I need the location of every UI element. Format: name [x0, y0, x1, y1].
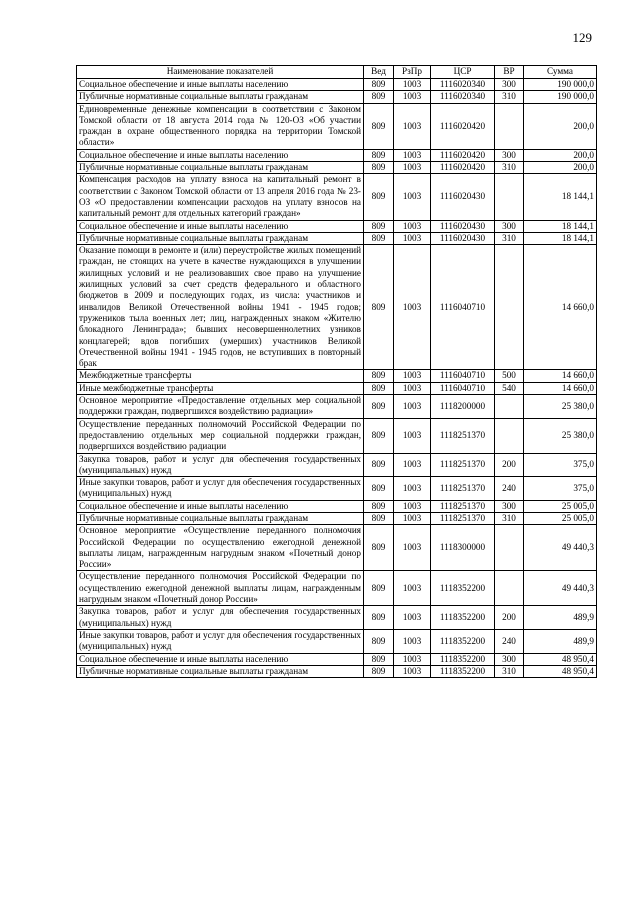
cell-name: Социальное обеспечение и иные выплаты населению [77, 500, 364, 512]
cell-vr: 200 [495, 453, 524, 477]
cell-csr: 1118300000 [431, 525, 495, 571]
cell-ved: 809 [364, 103, 394, 149]
cell-ved: 809 [364, 220, 394, 232]
cell-vr: 310 [495, 665, 524, 677]
header-rzpr: РзПр [394, 66, 431, 79]
cell-rzpr: 1003 [394, 418, 431, 453]
cell-sum: 25 005,0 [524, 512, 597, 524]
cell-rzpr: 1003 [394, 512, 431, 524]
cell-rzpr: 1003 [394, 629, 431, 653]
cell-ved: 809 [364, 665, 394, 677]
cell-vr: 310 [495, 512, 524, 524]
cell-csr: 1116020420 [431, 149, 495, 161]
table-body [77, 79, 597, 678]
cell-vr: 310 [495, 232, 524, 244]
header-csr: ЦСР [431, 66, 495, 79]
cell-rzpr: 1003 [394, 232, 431, 244]
cell-csr: 1116020340 [431, 79, 495, 91]
table-row [77, 606, 597, 630]
cell-vr: 540 [495, 382, 524, 394]
cell-vr: 300 [495, 220, 524, 232]
cell-sum: 200,0 [524, 103, 597, 149]
cell-name: Социальное обеспечение и иные выплаты населению [77, 653, 364, 665]
cell-rzpr: 1003 [394, 665, 431, 677]
table-row [77, 418, 597, 453]
cell-name: Межбюджетные трансферты [77, 370, 364, 382]
cell-csr: 1118352200 [431, 571, 495, 606]
cell-name: Публичные нормативные социальные выплаты гражданам [77, 162, 364, 174]
cell-ved: 809 [364, 232, 394, 244]
cell-csr: 1118352200 [431, 629, 495, 653]
cell-vr [495, 103, 524, 149]
cell-rzpr: 1003 [394, 91, 431, 103]
cell-rzpr: 1003 [394, 149, 431, 161]
cell-sum: 18 144,1 [524, 232, 597, 244]
cell-sum: 375,0 [524, 453, 597, 477]
cell-ved: 809 [364, 629, 394, 653]
cell-csr: 1116020420 [431, 103, 495, 149]
cell-ved: 809 [364, 245, 394, 370]
cell-csr: 1116020420 [431, 162, 495, 174]
cell-ved: 809 [364, 571, 394, 606]
cell-sum: 48 950,4 [524, 653, 597, 665]
cell-vr [495, 418, 524, 453]
cell-vr: 240 [495, 477, 524, 501]
table-row [77, 665, 597, 677]
cell-sum: 200,0 [524, 162, 597, 174]
cell-ved: 809 [364, 500, 394, 512]
cell-vr [495, 174, 524, 220]
cell-rzpr: 1003 [394, 453, 431, 477]
table-row [77, 512, 597, 524]
cell-name: Осуществление переданных полномочий Российской Федерации по предоставлению отдельных мер социальной поддержки граждан, подвергшихся воздействию радиации [77, 418, 364, 453]
cell-csr: 1118352200 [431, 665, 495, 677]
cell-rzpr: 1003 [394, 382, 431, 394]
cell-vr: 310 [495, 91, 524, 103]
table-row [77, 571, 597, 606]
cell-name: Основное мероприятие «Осуществление переданного полномочия Российской Федерации по осуществлению ежегодной денежной выплаты лицам, награжденным нагрудным знаком «Почетный донор России» [77, 525, 364, 571]
cell-rzpr: 1003 [394, 79, 431, 91]
cell-vr: 300 [495, 79, 524, 91]
cell-vr [495, 525, 524, 571]
page-number: 129 [572, 30, 592, 45]
cell-csr: 1118251370 [431, 453, 495, 477]
cell-vr: 200 [495, 606, 524, 630]
cell-name: Иные закупки товаров, работ и услуг для обеспечения государственных (муниципальных) нужд [77, 629, 364, 653]
cell-csr: 1118251370 [431, 418, 495, 453]
cell-name: Социальное обеспечение и иные выплаты населению [77, 149, 364, 161]
cell-ved: 809 [364, 395, 394, 419]
cell-name: Компенсация расходов на уплату взноса на капитальный ремонт в соответствии с Законом Томской области от 13 апреля 2016 года № 23-ОЗ «О предоставлении компенсации расходов на уплату взносов на капитальный ремонт для отдельных категорий граждан» [77, 174, 364, 220]
cell-sum: 14 660,0 [524, 370, 597, 382]
cell-vr [495, 571, 524, 606]
cell-rzpr: 1003 [394, 500, 431, 512]
cell-sum: 25 380,0 [524, 418, 597, 453]
table-row [77, 629, 597, 653]
cell-ved: 809 [364, 606, 394, 630]
cell-name: Иные межбюджетные трансферты [77, 382, 364, 394]
cell-sum: 25 005,0 [524, 500, 597, 512]
cell-rzpr: 1003 [394, 162, 431, 174]
header-sum: Сумма [524, 66, 597, 79]
table-row [77, 149, 597, 161]
cell-ved: 809 [364, 477, 394, 501]
cell-name: Публичные нормативные социальные выплаты гражданам [77, 512, 364, 524]
cell-name: Основное мероприятие «Предоставление отдельных мер социальной поддержки граждан, подвергшихся воздействию радиации» [77, 395, 364, 419]
cell-ved: 809 [364, 370, 394, 382]
cell-rzpr: 1003 [394, 653, 431, 665]
cell-sum: 49 440,3 [524, 525, 597, 571]
cell-vr [495, 395, 524, 419]
cell-name: Социальное обеспечение и иные выплаты населению [77, 79, 364, 91]
table-row [77, 453, 597, 477]
cell-csr: 1116040710 [431, 370, 495, 382]
cell-name: Публичные нормативные социальные выплаты гражданам [77, 232, 364, 244]
cell-vr: 500 [495, 370, 524, 382]
cell-ved: 809 [364, 525, 394, 571]
table-row [77, 500, 597, 512]
table-row [77, 382, 597, 394]
cell-name: Закупка товаров, работ и услуг для обеспечения государственных (муниципальных) нужд [77, 606, 364, 630]
cell-ved: 809 [364, 418, 394, 453]
cell-csr: 1116020430 [431, 220, 495, 232]
cell-name: Закупка товаров, работ и услуг для обеспечения государственных (муниципальных) нужд [77, 453, 364, 477]
cell-rzpr: 1003 [394, 525, 431, 571]
cell-sum: 190 000,0 [524, 91, 597, 103]
cell-csr: 1116020340 [431, 91, 495, 103]
cell-sum: 49 440,3 [524, 571, 597, 606]
cell-sum: 48 950,4 [524, 665, 597, 677]
header-vr: ВР [495, 66, 524, 79]
cell-sum: 375,0 [524, 477, 597, 501]
cell-sum: 190 000,0 [524, 79, 597, 91]
cell-rzpr: 1003 [394, 370, 431, 382]
table-row [77, 174, 597, 220]
cell-name: Оказание помощи в ремонте и (или) переустройстве жилых помещений граждан, не стоящих на учете в качестве нуждающихся в улучшении жилищных условий и не реализовавших свое право на улучшение жилищных условий за счет средств федерального и областного бюджетов в 2009 и последующих годах, из числа: участников и инвалидов Великой Отечественной войны 1941 - 1945 годов; тружеников тыла военных лет; лиц, награжденных знаком «Жителю блокадного Ленинграда»; бывших несовершеннолетних узников концлагерей; вдов погибших (умерших) участников Великой Отечественной войны 1941 - 1945 годов, не вступивших в повторный брак [77, 245, 364, 370]
cell-rzpr: 1003 [394, 174, 431, 220]
cell-rzpr: 1003 [394, 606, 431, 630]
table-row [77, 103, 597, 149]
cell-csr: 1118251370 [431, 477, 495, 501]
table-row [77, 232, 597, 244]
table-row [77, 220, 597, 232]
cell-rzpr: 1003 [394, 103, 431, 149]
cell-ved: 809 [364, 174, 394, 220]
cell-csr: 1116040710 [431, 245, 495, 370]
cell-vr: 300 [495, 149, 524, 161]
cell-sum: 25 380,0 [524, 395, 597, 419]
header-ved: Вед [364, 66, 394, 79]
cell-sum: 14 660,0 [524, 245, 597, 370]
table-row [77, 477, 597, 501]
cell-sum: 18 144,1 [524, 220, 597, 232]
cell-ved: 809 [364, 149, 394, 161]
table-row [77, 91, 597, 103]
cell-sum: 18 144,1 [524, 174, 597, 220]
cell-ved: 809 [364, 91, 394, 103]
table-row [77, 653, 597, 665]
cell-vr [495, 245, 524, 370]
cell-name: Социальное обеспечение и иные выплаты населению [77, 220, 364, 232]
table-row [77, 79, 597, 91]
cell-name: Публичные нормативные социальные выплаты гражданам [77, 91, 364, 103]
cell-vr: 310 [495, 162, 524, 174]
cell-name: Единовременные денежные компенсации в соответствии с Законом Томской области от 18 августа 2014 года № 120-ОЗ «Об участии граждан в охране общественного порядка на территории Томской области» [77, 103, 364, 149]
table-row [77, 245, 597, 370]
cell-name: Публичные нормативные социальные выплаты гражданам [77, 665, 364, 677]
cell-ved: 809 [364, 382, 394, 394]
cell-sum: 489,9 [524, 606, 597, 630]
cell-csr: 1118352200 [431, 606, 495, 630]
cell-csr: 1118352200 [431, 653, 495, 665]
table-row [77, 370, 597, 382]
cell-csr: 1116020430 [431, 174, 495, 220]
cell-rzpr: 1003 [394, 245, 431, 370]
table-row [77, 525, 597, 571]
cell-sum: 200,0 [524, 149, 597, 161]
cell-ved: 809 [364, 653, 394, 665]
cell-csr: 1118251370 [431, 500, 495, 512]
cell-rzpr: 1003 [394, 571, 431, 606]
table-row [77, 395, 597, 419]
cell-sum: 14 660,0 [524, 382, 597, 394]
cell-rzpr: 1003 [394, 395, 431, 419]
table-header-row [77, 66, 597, 79]
cell-ved: 809 [364, 512, 394, 524]
cell-ved: 809 [364, 453, 394, 477]
cell-vr: 300 [495, 500, 524, 512]
cell-csr: 1116040710 [431, 382, 495, 394]
cell-csr: 1116020430 [431, 232, 495, 244]
cell-ved: 809 [364, 79, 394, 91]
cell-vr: 300 [495, 653, 524, 665]
cell-rzpr: 1003 [394, 220, 431, 232]
cell-rzpr: 1003 [394, 477, 431, 501]
cell-sum: 489,9 [524, 629, 597, 653]
cell-csr: 1118200000 [431, 395, 495, 419]
cell-vr: 240 [495, 629, 524, 653]
cell-ved: 809 [364, 162, 394, 174]
cell-csr: 1118251370 [431, 512, 495, 524]
header-name: Наименование показателей [77, 66, 364, 79]
cell-name: Осуществление переданного полномочия Российской Федерации по осуществлению ежегодной денежной выплаты лицам, награжденным нагрудным знаком «Почетный донор России» [77, 571, 364, 606]
cell-name: Иные закупки товаров, работ и услуг для обеспечения государственных (муниципальных) нужд [77, 477, 364, 501]
budget-table [76, 65, 597, 678]
table-row [77, 162, 597, 174]
